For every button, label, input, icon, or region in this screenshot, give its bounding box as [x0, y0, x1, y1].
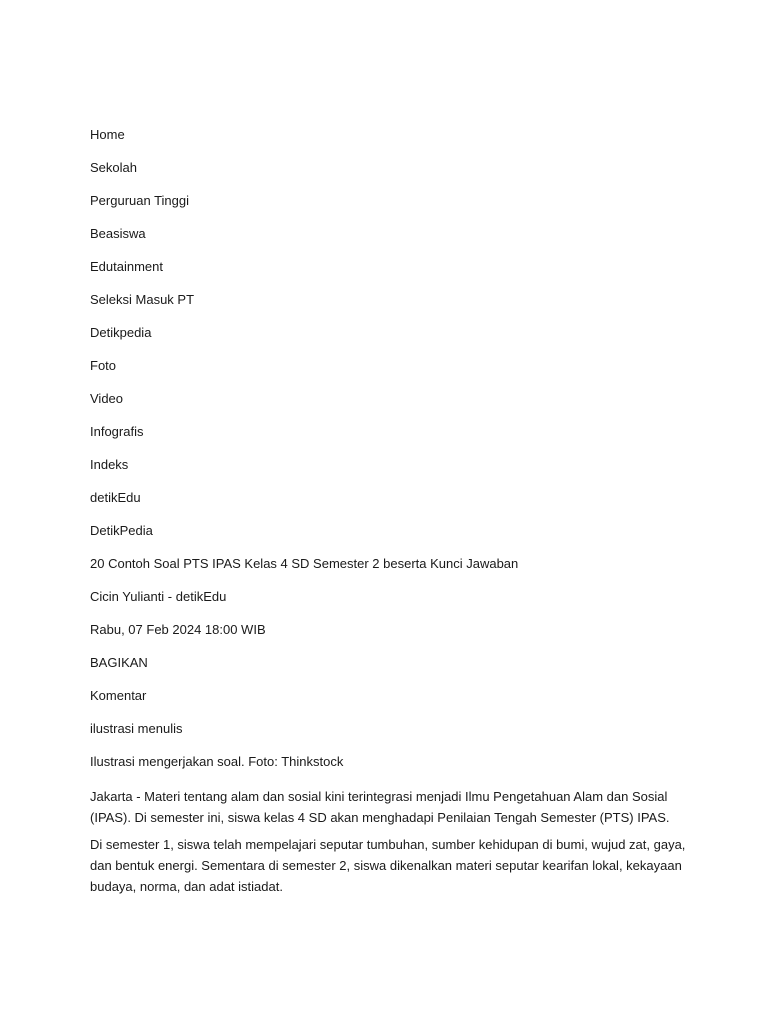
- nav-item-detikedu[interactable]: detikEdu: [90, 490, 141, 505]
- document-page: [90, 126, 690, 903]
- article-paragraph-1: Jakarta - Materi tentang alam dan sosial kini terintegrasi menjadi Ilmu Pengetahuan Alam dan Sosial (IPAS). Di semester ini, siswa kelas 4 SD akan menghadapi Penilaian Tengah Semester (PTS) IPAS.: [90, 789, 670, 825]
- nav-item-edutainment[interactable]: Edutainment: [90, 259, 163, 274]
- nav-item-indeks[interactable]: Indeks: [90, 457, 129, 472]
- nav-item-video[interactable]: Video: [90, 391, 124, 406]
- nav-item-beasiswa[interactable]: Beasiswa: [90, 226, 146, 241]
- nav-item-sekolah[interactable]: Sekolah: [90, 160, 137, 175]
- article-date: Rabu, 07 Feb 2024 18:00 WIB: [90, 622, 266, 637]
- nav-item-perguruan-tinggi[interactable]: Perguruan Tinggi: [90, 193, 190, 208]
- nav-item-detikpedia-2[interactable]: DetikPedia: [90, 523, 153, 538]
- nav-item-home[interactable]: Home: [90, 127, 125, 142]
- nav-item-infografis[interactable]: Infografis: [90, 424, 144, 439]
- article: [90, 555, 690, 897]
- share-label[interactable]: BAGIKAN: [90, 655, 148, 670]
- comment-label[interactable]: Komentar: [90, 688, 147, 703]
- image-caption: Ilustrasi mengerjakan soal. Foto: Thinkstock: [90, 754, 344, 769]
- nav-list: [90, 126, 690, 555]
- nav-item-detikpedia[interactable]: Detikpedia: [90, 325, 152, 340]
- article-author: Cicin Yulianti - detikEdu: [90, 589, 227, 604]
- image-alt-text: ilustrasi menulis: [90, 721, 183, 736]
- article-title: 20 Contoh Soal PTS IPAS Kelas 4 SD Semester 2 beserta Kunci Jawaban: [90, 556, 519, 571]
- nav-item-seleksi-masuk-pt[interactable]: Seleksi Masuk PT: [90, 292, 195, 307]
- nav-item-foto[interactable]: Foto: [90, 358, 117, 373]
- article-paragraph-2: Di semester 1, siswa telah mempelajari seputar tumbuhan, sumber kehidupan di bumi, wujud zat, gaya, dan bentuk energi. Sementara di semester 2, siswa dikenalkan materi seputar kearifan lokal, kekayaan budaya, norma, dan adat istiadat.: [90, 837, 686, 894]
